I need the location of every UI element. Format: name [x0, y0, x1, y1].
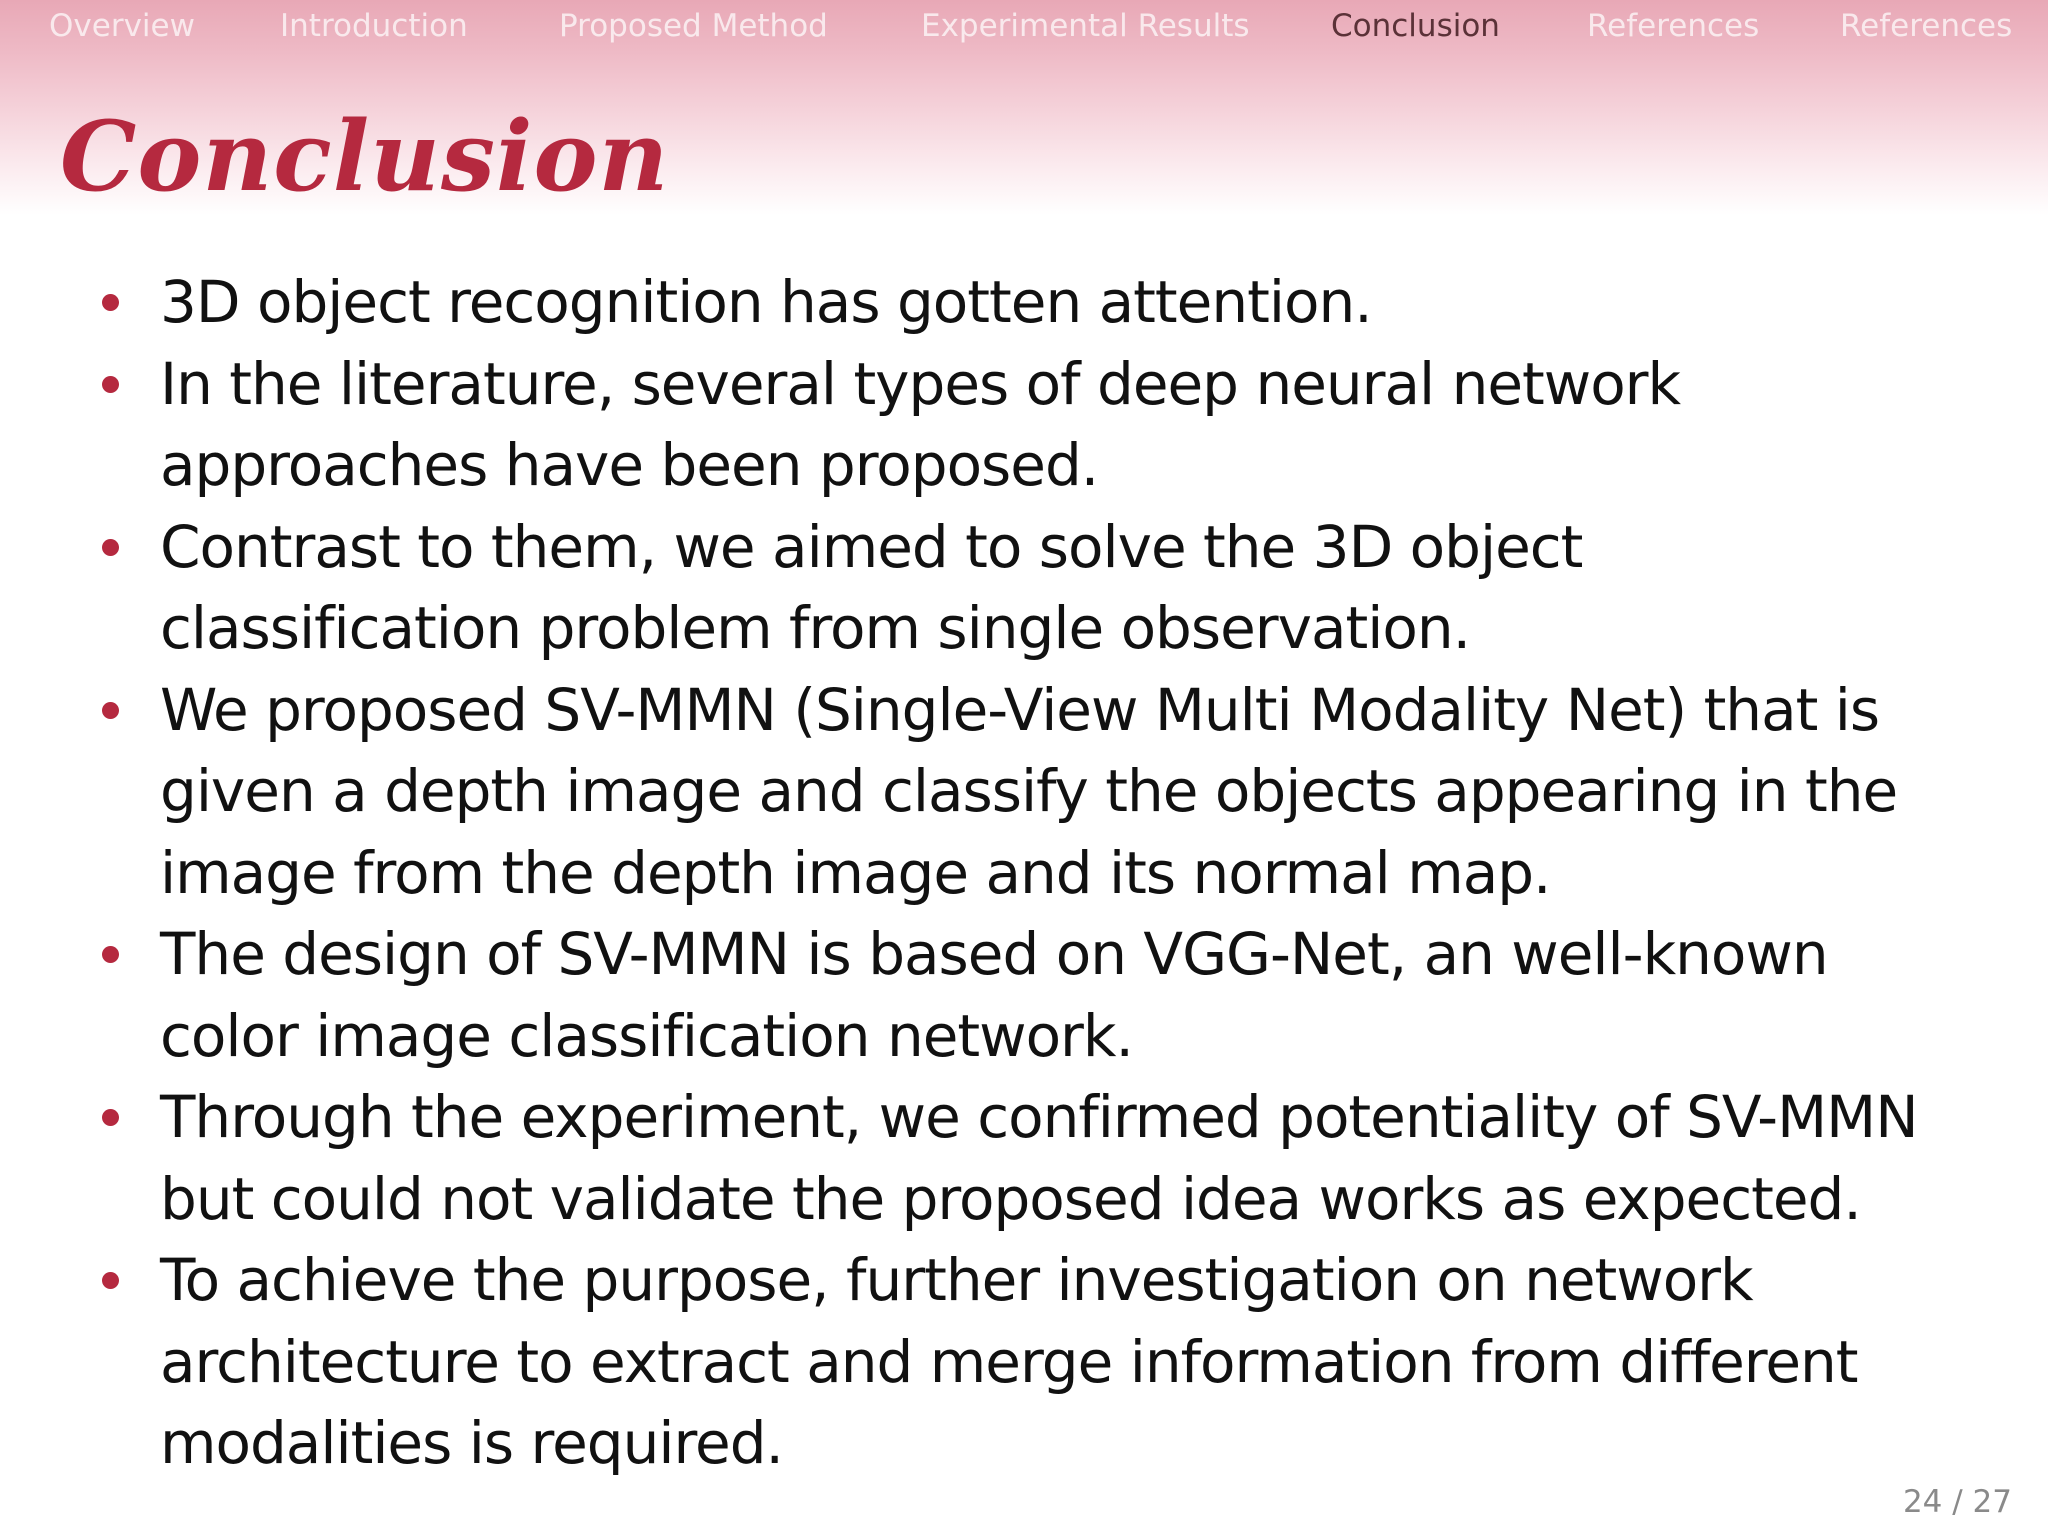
- bullet-text: We proposed SV-MMN (Single-View Multi Modality Net) that is given a depth image and classify the objects appearing in the image from the depth image and its normal map.: [160, 675, 1898, 907]
- bullet-list: [96, 262, 1996, 1485]
- bullet-item: [96, 914, 1960, 1077]
- bullet-dot-icon: [102, 946, 119, 963]
- bullet-text: 3D object recognition has gotten attention.: [160, 268, 1372, 336]
- nav-item-references[interactable]: References: [1587, 8, 1760, 44]
- bullet-dot-icon: [102, 1109, 119, 1126]
- page-counter: 24 / 27: [1902, 1484, 2012, 1520]
- bullet-item: [96, 507, 1760, 670]
- frame-title: Conclusion: [60, 100, 670, 213]
- bullet-item: [96, 1077, 1960, 1240]
- nav-item-proposed-method[interactable]: Proposed Method: [559, 8, 828, 44]
- bullet-item: [96, 262, 1760, 344]
- nav-item-introduction[interactable]: Introduction: [280, 8, 468, 44]
- nav-item-experimental-results[interactable]: Experimental Results: [921, 8, 1250, 44]
- bullet-text: To achieve the purpose, further investigation on network architecture to extract and merge information from different modalities is required.: [160, 1246, 1858, 1477]
- bullet-dot-icon: [102, 539, 119, 556]
- bullet-dot-icon: [102, 376, 119, 393]
- nav-item-overview[interactable]: Overview: [49, 8, 195, 44]
- bullet-item: [96, 670, 1960, 915]
- bullet-dot-icon: [102, 1272, 119, 1289]
- bullet-dot-icon: [102, 702, 119, 719]
- bullet-item: [96, 344, 1760, 507]
- bullet-text: In the literature, several types of deep neural network approaches have been proposed.: [160, 349, 1681, 499]
- section-navigation: [0, 0, 2048, 58]
- bullet-text: The design of SV-MMN is based on VGG-Net, an well-known color image classification network.: [160, 920, 1828, 1070]
- bullet-item: [96, 1240, 1960, 1485]
- bullet-text: Contrast to them, we aimed to solve the 3D object classification problem from single observation.: [160, 512, 1583, 662]
- nav-item-conclusion[interactable]: Conclusion: [1331, 8, 1500, 44]
- nav-item-references-2[interactable]: References: [1840, 8, 2013, 44]
- bullet-dot-icon: [102, 294, 119, 311]
- bullet-text: Through the experiment, we confirmed potentiality of SV-MMN but could not validate the proposed idea works as expected.: [160, 1083, 1918, 1233]
